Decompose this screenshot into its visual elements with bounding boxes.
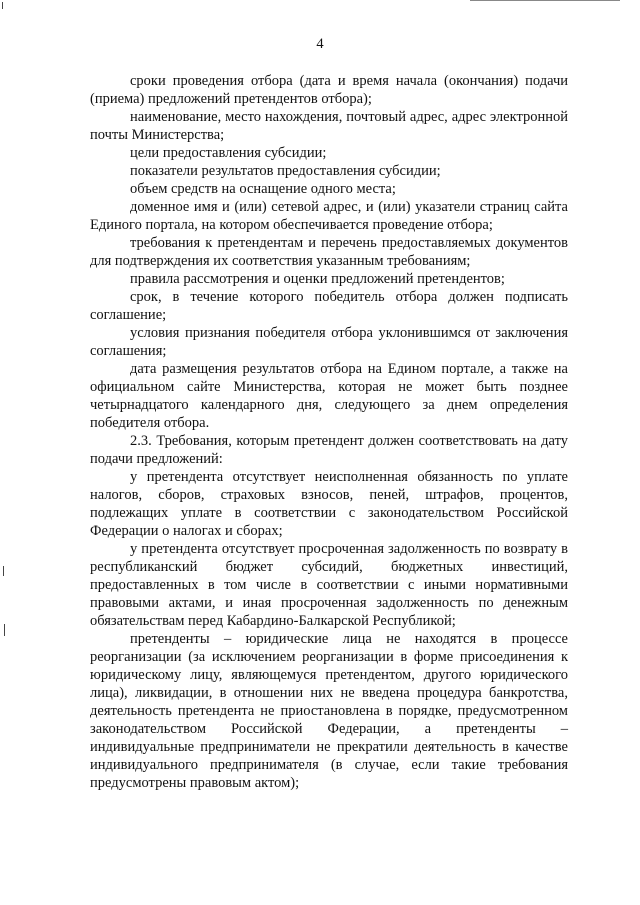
paragraph: цели предоставления субсидии; (130, 145, 327, 161)
paragraph: дата размещения результатов отбора на Едином портале, а также на официальном сайте Министерства, которая не может быть позднее четырнадцатого календарного дня, следующего за днем определения победителя отбора. (90, 361, 568, 431)
paragraph: сроки проведения отбора (дата и время начала (окончания) подачи (приема) предложений претендентов отбора); (90, 73, 568, 107)
paragraph: у претендента отсутствует неисполненная обязанность по уплате налогов, сборов, страховых взносов, пеней, штрафов, процентов, подлежащих уплате в соответствии с законодательством Российской Федерации о налогах и сборах; (90, 469, 568, 539)
scan-mark-left-2 (4, 624, 5, 636)
paragraph: требования к претендентам и перечень предоставляемых документов для подтверждения их соответствия указанным требованиям; (90, 235, 568, 269)
scan-mark-top-left (2, 2, 3, 9)
paragraph: правила рассмотрения и оценки предложений претендентов; (130, 271, 505, 287)
paragraph: наименование, место нахождения, почтовый адрес, адрес электронной почты Министерства; (90, 109, 568, 143)
scan-mark-top-right (470, 0, 620, 1)
paragraph: доменное имя и (или) сетевой адрес, и (или) указатели страниц сайта Единого портала, на котором обеспечивается проведение отбора; (90, 199, 568, 233)
paragraph: объем средств на оснащение одного места; (130, 181, 396, 197)
page-number: 4 (316, 36, 324, 52)
paragraph: показатели результатов предоставления субсидии; (130, 163, 441, 179)
section-heading-paragraph: 2.3. Требования, которым претендент должен соответствовать на дату подачи предложений: (90, 433, 568, 467)
paragraph: условия признания победителя отбора уклонившимся от заключения соглашения; (90, 325, 568, 359)
scan-mark-left-1 (3, 566, 4, 576)
document-body (90, 72, 568, 792)
paragraph: срок, в течение которого победитель отбора должен подписать соглашение; (90, 289, 568, 323)
paragraph: у претендента отсутствует просроченная задолженность по возврату в республиканский бюджет субсидий, бюджетных инвестиций, предоставленных в том числе в соответствии с иными нормативными правовыми актами, и иная просроченная задолженность по денежным обязательствам перед Кабардино-Балкарской Республикой; (90, 541, 568, 629)
paragraph: претенденты – юридические лица не находятся в процессе реорганизации (за исключением реорганизации в форме присоединения к юридическому лицу, являющемуся претендентом, другого юридического лица), ликвидации, в отношении них не введена процедура банкротства, деятельность претендента не приостановлена в порядке, предусмотренном законодательством Российской Федерации, а претенденты – индивидуальные предприниматели не прекратили деятельность в качестве индивидуального предпринимателя (в случае, если такие требования предусмотрены правовым актом); (90, 631, 568, 791)
